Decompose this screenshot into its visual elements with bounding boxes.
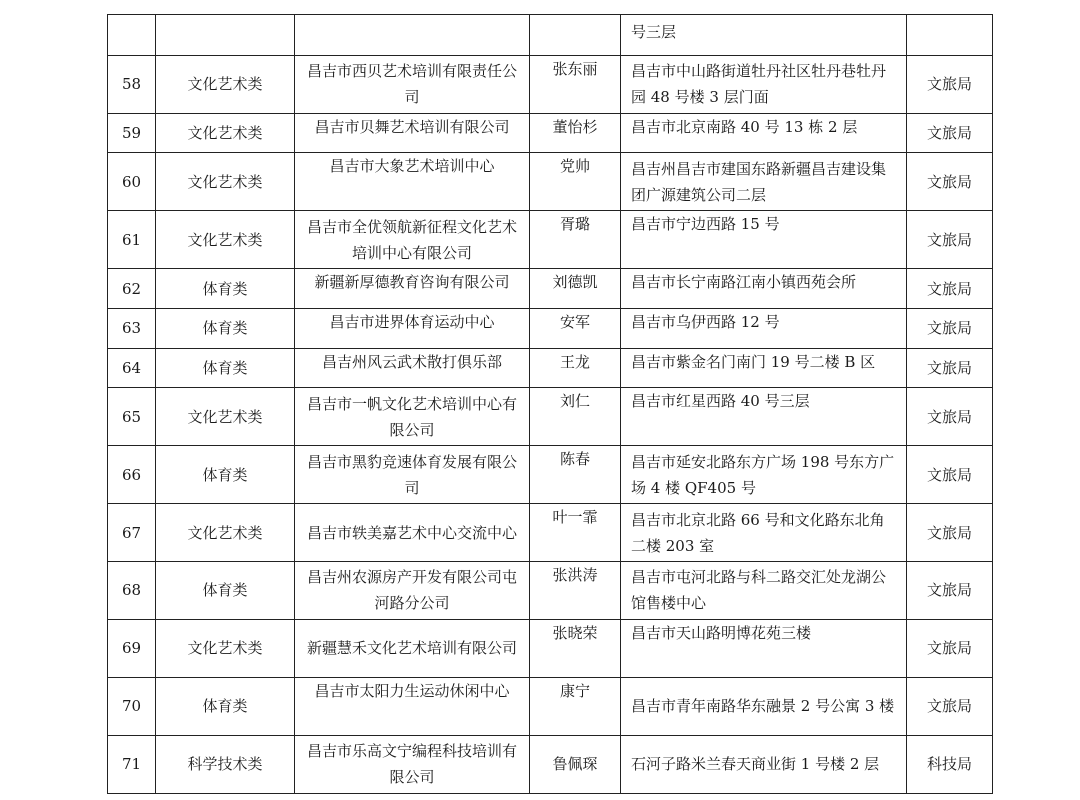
address-text: 昌吉市屯河北路与科二路交汇处龙湖公馆售楼中心 <box>631 568 887 613</box>
cell-category: 体育类 <box>156 269 295 309</box>
person-text: 陈春 <box>559 450 590 469</box>
cell-person <box>530 55 621 113</box>
cell-dept: 文旅局 <box>907 562 993 620</box>
cell-dept: 文旅局 <box>907 677 993 735</box>
table-row-continued <box>108 15 993 56</box>
cell-dept: 文旅局 <box>907 55 993 113</box>
cell-category: 体育类 <box>156 446 295 504</box>
cell-category: 文化艺术类 <box>156 504 295 562</box>
person-text: 胥璐 <box>559 215 590 234</box>
cell-name <box>295 269 530 309</box>
cell-num: 68 <box>108 562 156 620</box>
cell-num: 61 <box>108 211 156 269</box>
address-text: 昌吉市青年南路华东融景 2 号公寓 3 楼 <box>631 697 895 716</box>
name-text: 昌吉市贝舞艺术培训有限公司 <box>314 117 510 136</box>
cell-name <box>295 388 530 446</box>
cell-name <box>295 562 530 620</box>
address-text: 昌吉市延安北路东方广场 198 号东方广场 4 楼 QF405 号 <box>631 452 895 497</box>
cell-address <box>621 446 907 504</box>
cell-name <box>295 153 530 211</box>
cell-person <box>530 15 621 56</box>
cell-num: 71 <box>108 735 156 793</box>
cell-dept <box>907 15 993 56</box>
table-row <box>108 211 993 269</box>
cell-person <box>530 269 621 309</box>
cell-num: 70 <box>108 677 156 735</box>
cell-address <box>621 504 907 562</box>
table-row <box>108 677 993 735</box>
cell-category: 科学技术类 <box>156 735 295 793</box>
cell-num <box>108 15 156 56</box>
person-text: 叶一霏 <box>552 508 598 527</box>
cell-person <box>530 504 621 562</box>
cell-num: 58 <box>108 55 156 113</box>
address-text: 昌吉市宁边西路 15 号 <box>631 215 780 234</box>
cell-person: 鲁佩琛 <box>530 735 621 793</box>
cell-person <box>530 619 621 677</box>
name-text: 昌吉市黑豹竞速体育发展有限公司 <box>306 452 517 497</box>
name-text: 昌吉市西贝艺术培训有限责任公司 <box>306 62 517 107</box>
cell-person <box>530 153 621 211</box>
cell-address <box>621 113 907 153</box>
cell-category: 文化艺术类 <box>156 55 295 113</box>
cell-address <box>621 619 907 677</box>
person-text: 张晓荣 <box>552 623 598 642</box>
name-text: 昌吉州风云武术散打俱乐部 <box>321 352 502 371</box>
cell-address <box>621 15 907 56</box>
cell-person <box>530 211 621 269</box>
institution-table <box>107 14 993 794</box>
name-text: 新疆慧禾文化艺术培训有限公司 <box>306 639 517 658</box>
cell-name <box>295 619 530 677</box>
person-text: 党帅 <box>559 157 590 176</box>
cell-person <box>530 348 621 388</box>
cell-name <box>295 504 530 562</box>
address-text: 昌吉市红星西路 40 号三层 <box>631 392 810 411</box>
cell-name <box>295 735 530 793</box>
cell-person <box>530 446 621 504</box>
address-text: 号三层 <box>631 22 677 41</box>
cell-category: 文化艺术类 <box>156 113 295 153</box>
address-text: 昌吉市北京北路 66 号和文化路东北角二楼 203 室 <box>631 510 885 555</box>
table-row <box>108 735 993 793</box>
address-text: 昌吉市紫金名门南门 19 号二楼 B 区 <box>631 352 876 371</box>
name-text: 昌吉市轶美嘉艺术中心交流中心 <box>306 523 517 542</box>
cell-name <box>295 15 530 56</box>
cell-dept: 文旅局 <box>907 388 993 446</box>
cell-person <box>530 308 621 348</box>
cell-num: 63 <box>108 308 156 348</box>
name-text: 昌吉市全优领航新征程文化艺术培训中心有限公司 <box>306 217 517 262</box>
cell-name <box>295 211 530 269</box>
table-row <box>108 308 993 348</box>
cell-name <box>295 348 530 388</box>
name-text: 昌吉市一帆文化艺术培训中心有限公司 <box>306 394 517 439</box>
cell-address <box>621 269 907 309</box>
cell-category: 体育类 <box>156 562 295 620</box>
cell-person <box>530 113 621 153</box>
cell-dept: 文旅局 <box>907 308 993 348</box>
cell-dept: 文旅局 <box>907 153 993 211</box>
cell-category: 文化艺术类 <box>156 388 295 446</box>
name-text: 昌吉市乐高文宁编程科技培训有限公司 <box>306 742 517 787</box>
cell-address <box>621 55 907 113</box>
cell-address <box>621 677 907 735</box>
address-text: 昌吉州昌吉市建国东路新疆昌吉建设集团广源建筑公司二层 <box>631 159 887 204</box>
cell-address <box>621 348 907 388</box>
address-text: 昌吉市天山路明博花苑三楼 <box>631 623 812 642</box>
cell-name <box>295 308 530 348</box>
cell-num: 59 <box>108 113 156 153</box>
cell-address <box>621 308 907 348</box>
table-row <box>108 55 993 113</box>
address-text: 昌吉市乌伊西路 12 号 <box>631 312 780 331</box>
table-row <box>108 562 993 620</box>
cell-category: 文化艺术类 <box>156 153 295 211</box>
cell-category: 体育类 <box>156 677 295 735</box>
cell-dept: 文旅局 <box>907 348 993 388</box>
cell-address <box>621 388 907 446</box>
cell-address <box>621 153 907 211</box>
cell-dept: 文旅局 <box>907 269 993 309</box>
address-text: 昌吉市中山路街道牡丹社区牡丹巷牡丹园 48 号楼 3 层门面 <box>631 62 887 107</box>
cell-num: 60 <box>108 153 156 211</box>
person-text: 董怡杉 <box>552 117 598 136</box>
cell-dept: 科技局 <box>907 735 993 793</box>
cell-name <box>295 677 530 735</box>
cell-category <box>156 15 295 56</box>
table-row <box>108 446 993 504</box>
cell-name <box>295 113 530 153</box>
name-text: 昌吉州农源房产开发有限公司屯河路分公司 <box>306 568 517 613</box>
cell-num: 64 <box>108 348 156 388</box>
cell-dept: 文旅局 <box>907 113 993 153</box>
person-text: 刘仁 <box>559 392 590 411</box>
cell-name <box>295 55 530 113</box>
address-text: 昌吉市长宁南路江南小镇西苑会所 <box>631 273 857 292</box>
cell-address <box>621 562 907 620</box>
cell-num: 66 <box>108 446 156 504</box>
name-text: 昌吉市太阳力生运动休闲中心 <box>314 681 510 700</box>
table-row <box>108 504 993 562</box>
cell-dept: 文旅局 <box>907 619 993 677</box>
cell-dept: 文旅局 <box>907 211 993 269</box>
cell-category: 体育类 <box>156 348 295 388</box>
table-row <box>108 619 993 677</box>
address-text: 昌吉市北京南路 40 号 13 栋 2 层 <box>631 117 858 136</box>
person-text: 张洪涛 <box>552 566 598 585</box>
cell-person <box>530 677 621 735</box>
cell-dept: 文旅局 <box>907 504 993 562</box>
table-row <box>108 348 993 388</box>
cell-num: 69 <box>108 619 156 677</box>
cell-num: 65 <box>108 388 156 446</box>
cell-num: 62 <box>108 269 156 309</box>
person-text: 王龙 <box>559 352 590 371</box>
cell-category: 文化艺术类 <box>156 211 295 269</box>
table-row <box>108 388 993 446</box>
person-text: 张东丽 <box>552 59 598 78</box>
person-text: 康宁 <box>559 681 590 700</box>
cell-address: 石河子路米兰春天商业街 1 号楼 2 层 <box>621 735 907 793</box>
cell-address <box>621 211 907 269</box>
cell-dept: 文旅局 <box>907 446 993 504</box>
cell-category: 文化艺术类 <box>156 619 295 677</box>
person-text: 安军 <box>559 312 590 331</box>
cell-num: 67 <box>108 504 156 562</box>
name-text: 新疆新厚德教育咨询有限公司 <box>314 273 510 292</box>
name-text: 昌吉市进界体育运动中心 <box>329 312 495 331</box>
person-text: 刘德凯 <box>552 273 598 292</box>
cell-person <box>530 388 621 446</box>
cell-name <box>295 446 530 504</box>
name-text: 昌吉市大象艺术培训中心 <box>329 157 495 176</box>
cell-person <box>530 562 621 620</box>
table-row <box>108 153 993 211</box>
table-row <box>108 269 993 309</box>
table-row <box>108 113 993 153</box>
cell-category: 体育类 <box>156 308 295 348</box>
